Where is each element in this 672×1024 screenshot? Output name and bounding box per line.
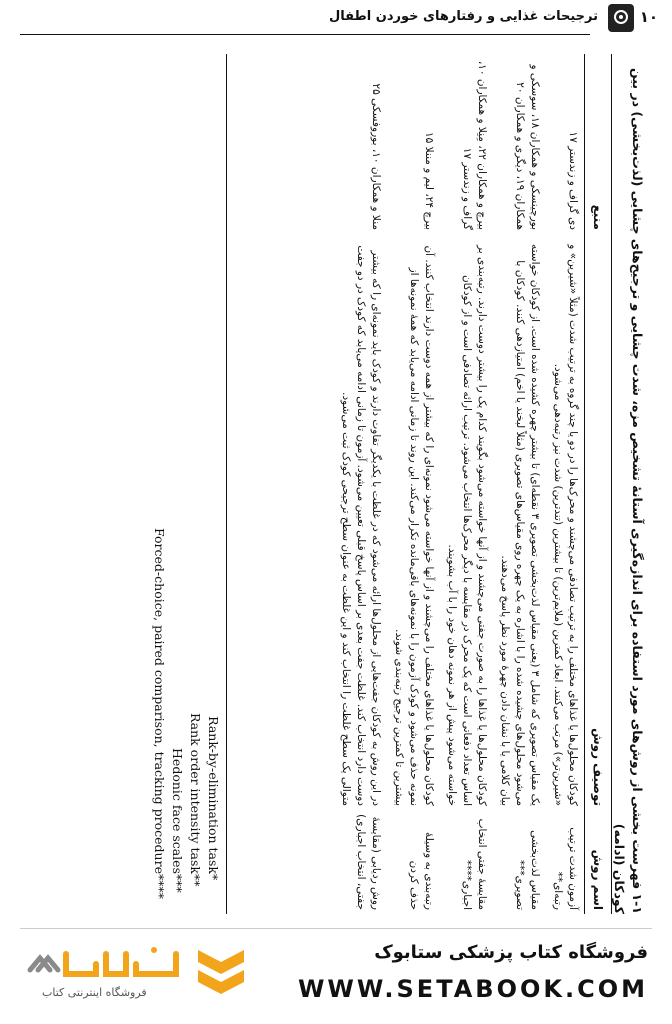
footnote-mark: ** [188, 874, 203, 887]
method-name: رتبه‌بندی به وسیلهٔ حذف کردن [408, 832, 435, 910]
table-footnotes [32, 54, 222, 914]
method-name: آزمون شدت ترتیب رتبه‌ای** [552, 827, 579, 910]
table-row [334, 54, 387, 914]
footnote-text: Rank order intensity task [188, 712, 203, 874]
table-region [20, 40, 652, 920]
table-header-row [584, 54, 611, 914]
header-divider [20, 34, 590, 35]
footnote-text: Rank-by-elimination task [206, 716, 221, 874]
footer-divider [20, 928, 652, 929]
header-source: منبع [591, 204, 605, 230]
store-url[interactable]: WWW.SETABOOK.COM [297, 975, 648, 1003]
method-name: روش ردیابی (مقایسهٔ جفتی، انتخاب اجباری) [355, 814, 382, 910]
method-description: در این روش به کودکان جفت‌هایی از محلول‌ها ارائه می‌شود که در غلظت با یکدیگر تفاوت دارند و کودک باید نمونه‌ای را که بیشتر دوست دارد انتخاب کند. غلظت جفت بعدی بر اساس پاسخ قبلی تعیین می‌شود. آزمون تا زمانی ادامه می‌یابد که کودک در دو جفت متوالی یک سطح غلظت را انتخاب کند و این غلظت به عنوان سطح ترجیحی کودک ثبت می‌شود. [340, 245, 382, 806]
footnote [150, 54, 168, 914]
footnote [168, 54, 186, 914]
table-caption-line2: کودکان (ادامه) [612, 823, 627, 914]
setabook-logo[interactable] [22, 938, 252, 1008]
method-description: کودکان محلول‌ها یا غذاها را به صورت جفتی می‌چشند و از آنها خواسته می‌شود بگویند کدام یک را بیشتر دوست دارند. رتبه‌بندی بر اساس تعداد دفعاتی است که یک محرک در مقایسه با دیگر محرک‌ها انتخاب می‌شود. ترتیب ارائه تصادفی است و از کودکان خواسته می‌شود پیش از هر نمونه دهان خود را با آب بشویند. [446, 244, 488, 806]
method-description: کودکان محلول‌ها یا غذاهای مختلف را به ترتیب تصادفی می‌چشند و محرک‌ها را در دو یا چند گروه به ترتیب شدت (مثلاً «شیرین» و «شیرین‌تر») مرتب می‌کنند. ابعاد کمترین (ملایم‌ترین) تا بیشترین (تندترین) شدت نیز رتبه‌دهی می‌شود. [552, 244, 579, 806]
method-source: منلا و همکاران ۱۰، بوروفسکی ۲۵ [370, 83, 382, 230]
logo-tagline: فروشگاه اینترنتی کتاب [42, 986, 147, 999]
footnote [186, 54, 204, 914]
table-row [493, 54, 546, 914]
method-name: مقیاس لذت‌بخشی تصویری*** [514, 830, 541, 910]
running-title: ترجیحات غذایی و رفتارهای خوردن اطفال [328, 9, 598, 24]
footnote-mark: **** [152, 874, 167, 899]
header-method-name: اسم روش [591, 849, 605, 910]
method-name: مقایسهٔ جفتی انتخاب اجباری**** [461, 818, 488, 910]
table-row [387, 54, 440, 914]
table-row [440, 54, 493, 914]
book-chapter-icon [608, 4, 634, 32]
page-header [0, 0, 672, 38]
method-description: یک مقیاس تصویری که شامل ۳ (یعنی مقیاس لذت‌بخشی تصویری ۳ نقطه‌ای) تا بیشتر چهره کشیده شده است. از کودکان خواسته می‌شود محلول‌های چشیده شده را با اشاره به یک چهره روی مقیاس‌های تصویری (مثلاً لبخند یا اخم) امتیازدهی کنند. کودکان با بیان کلامی یا با نشان دادن چهرهٔ مورد نظر پاسخ می‌دهند. [499, 243, 541, 806]
method-source: بیرچ و همکاران ۲۲، مِنِلا و همکاران ۱۰، گراف و زندستر ۱۷ [461, 60, 488, 230]
methods-table [226, 54, 612, 914]
table-caption [610, 54, 646, 914]
method-source: بورچینسکی و همکاران ۱۸، سوسکی و همکاران ۱۹، دیگری و همکاران ۲۰ [514, 64, 541, 230]
footnote-text: Hedonic face scales [170, 748, 185, 874]
header-method-description: توصیف روش [591, 728, 605, 806]
method-source: بیرچ ۲۴، لیم و مننلا ۱۵ [423, 132, 435, 230]
logo-wordmark [26, 940, 186, 984]
footnote [204, 54, 222, 914]
table-row [546, 54, 584, 914]
footnote-text: Forced-choice, paired comparison, tracking procedure [152, 528, 167, 874]
table-caption-line1: ۱-۱ فهرست بخشی از روش‌های مورد استفاده برای اندازه‌گیری آستانهٔ تشخیص مزه، شدت چشایی و ترجیح‌های چشایی (لذت‌بخشی) در بین [630, 68, 645, 914]
store-name: فروشگاه کتاب پزشکی ستابوک [374, 942, 648, 963]
method-source: دی گراف و زندستر ۱۷ [567, 131, 579, 230]
method-description: کودکان محلول‌ها یا غذاهای مختلف را می‌چشند و از آنها خواسته می‌شود نمونه‌ای را که بیشتر از همه دوست دارند انتخاب کنند. آن نمونه حذف می‌شود و کودک آزمون را با نمونه‌های باقی‌مانده تکرار می‌کند. این روند تا زمانی ادامه می‌یابد که همهٔ نمونه‌ها از بیشترین تا کمترین ترجیح رتبه‌بندی شوند. [393, 245, 435, 806]
table-body [334, 54, 584, 914]
rotated-table-page [20, 40, 652, 920]
page-number: ۱۰ [639, 8, 658, 26]
footnote-mark: * [206, 874, 221, 881]
logo-chevron-icon [194, 942, 248, 1004]
footnote-mark: *** [170, 874, 185, 893]
